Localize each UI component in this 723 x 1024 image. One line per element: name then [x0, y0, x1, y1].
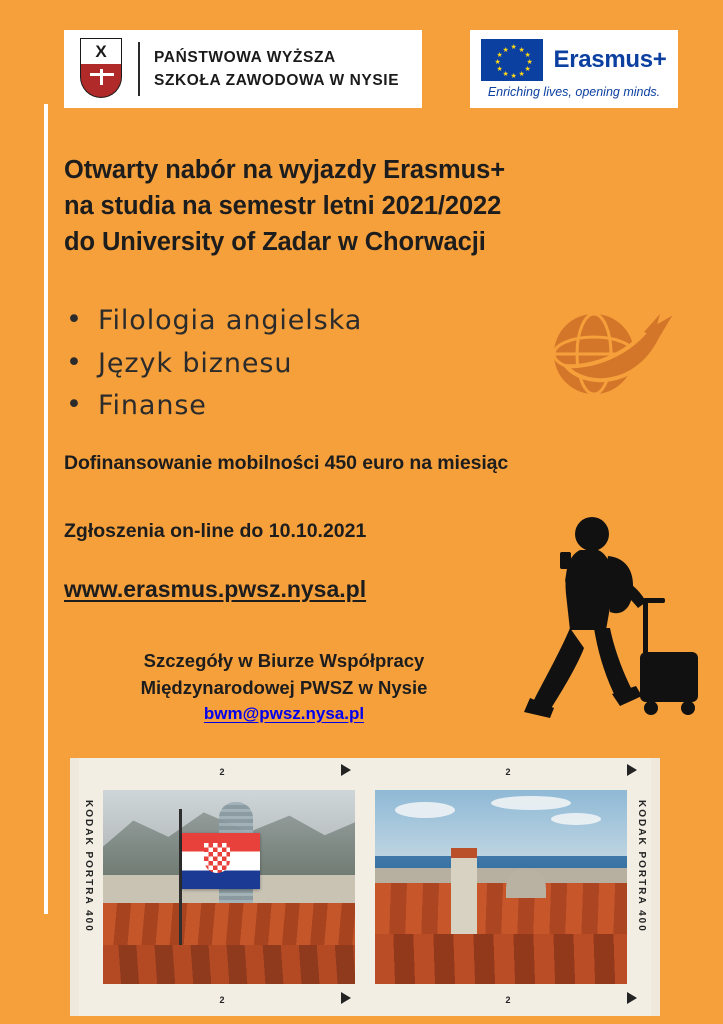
- frame-number-bottom: 2: [505, 995, 511, 1005]
- film-edge-bottom: [79, 986, 365, 1016]
- deadline-text: Zgłoszenia on-line do 10.10.2021: [64, 520, 367, 542]
- crest-letter: X: [95, 42, 107, 61]
- erasmus-tagline: Enriching lives, opening minds.: [487, 85, 661, 99]
- traveller-with-suitcase-icon: [520, 512, 710, 742]
- frame-number-top: 2: [505, 767, 511, 777]
- photo-croatian-flag: [103, 790, 355, 984]
- filmstrip: [70, 758, 660, 1016]
- contact-line-1: Szczegóły w Biurze Współpracy: [143, 650, 425, 671]
- header-logo-row: [0, 30, 723, 108]
- university-name-line1: PAŃSTWOWA WYŻSZA: [154, 48, 336, 66]
- list-item: • Filologia angielska: [64, 300, 534, 343]
- frame-arrow-icon: [627, 764, 637, 776]
- university-name: [154, 46, 399, 93]
- list-item: • Język biznesu: [64, 343, 534, 386]
- film-edge-bottom: [365, 986, 651, 1016]
- headline-line-3: do University of Zadar w Chorwacji: [64, 228, 486, 257]
- headline-line-1: Otwarty nabór na wyjazdy Erasmus+: [64, 156, 505, 184]
- university-name-line2: SZKOŁA ZAWODOWA W NYSIE: [154, 72, 400, 89]
- vertical-accent-line: [44, 104, 48, 914]
- photo-zadar-coast: [375, 790, 627, 984]
- headline-line-2: na studia na semestr letni 2021/2022: [64, 192, 502, 221]
- film-frame-2: [365, 758, 651, 1016]
- university-logo: [64, 30, 422, 108]
- erasmus-wordmark: Erasmus+: [553, 46, 667, 73]
- frame-arrow-icon: [341, 992, 351, 1004]
- university-crest-icon: [74, 38, 128, 100]
- frame-number-top: 2: [219, 767, 225, 777]
- frame-number-bottom: 2: [219, 995, 225, 1005]
- film-frame-1: [79, 758, 365, 1016]
- erasmus-logo: [470, 30, 678, 108]
- eu-flag-icon: ★ ★ ★ ★ ★ ★ ★ ★ ★ ★ ★ ★: [481, 39, 543, 81]
- study-fields-list: [64, 300, 534, 428]
- film-edge-top: [79, 758, 365, 788]
- globe-airplane-icon: [532, 292, 684, 400]
- frame-arrow-icon: [627, 992, 637, 1004]
- application-url-link[interactable]: www.erasmus.pwsz.nysa.pl: [64, 576, 367, 602]
- list-item: • Finanse: [64, 385, 534, 428]
- contact-email-link[interactable]: bwm@pwsz.nysa.pl: [203, 703, 365, 723]
- film-edge-top: [365, 758, 651, 788]
- frame-arrow-icon: [341, 764, 351, 776]
- contact-block: [64, 648, 504, 724]
- page-title: [64, 152, 664, 261]
- film-brand-label: KODAK PORTRA 400: [636, 800, 647, 933]
- film-brand-label: KODAK PORTRA 400: [83, 800, 94, 933]
- logo-divider: [138, 42, 140, 96]
- contact-line-2: Międzynarodowej PWSZ w Nysie: [140, 676, 428, 698]
- funding-text: Dofinansowanie mobilności 450 euro na miesiąc: [64, 452, 509, 474]
